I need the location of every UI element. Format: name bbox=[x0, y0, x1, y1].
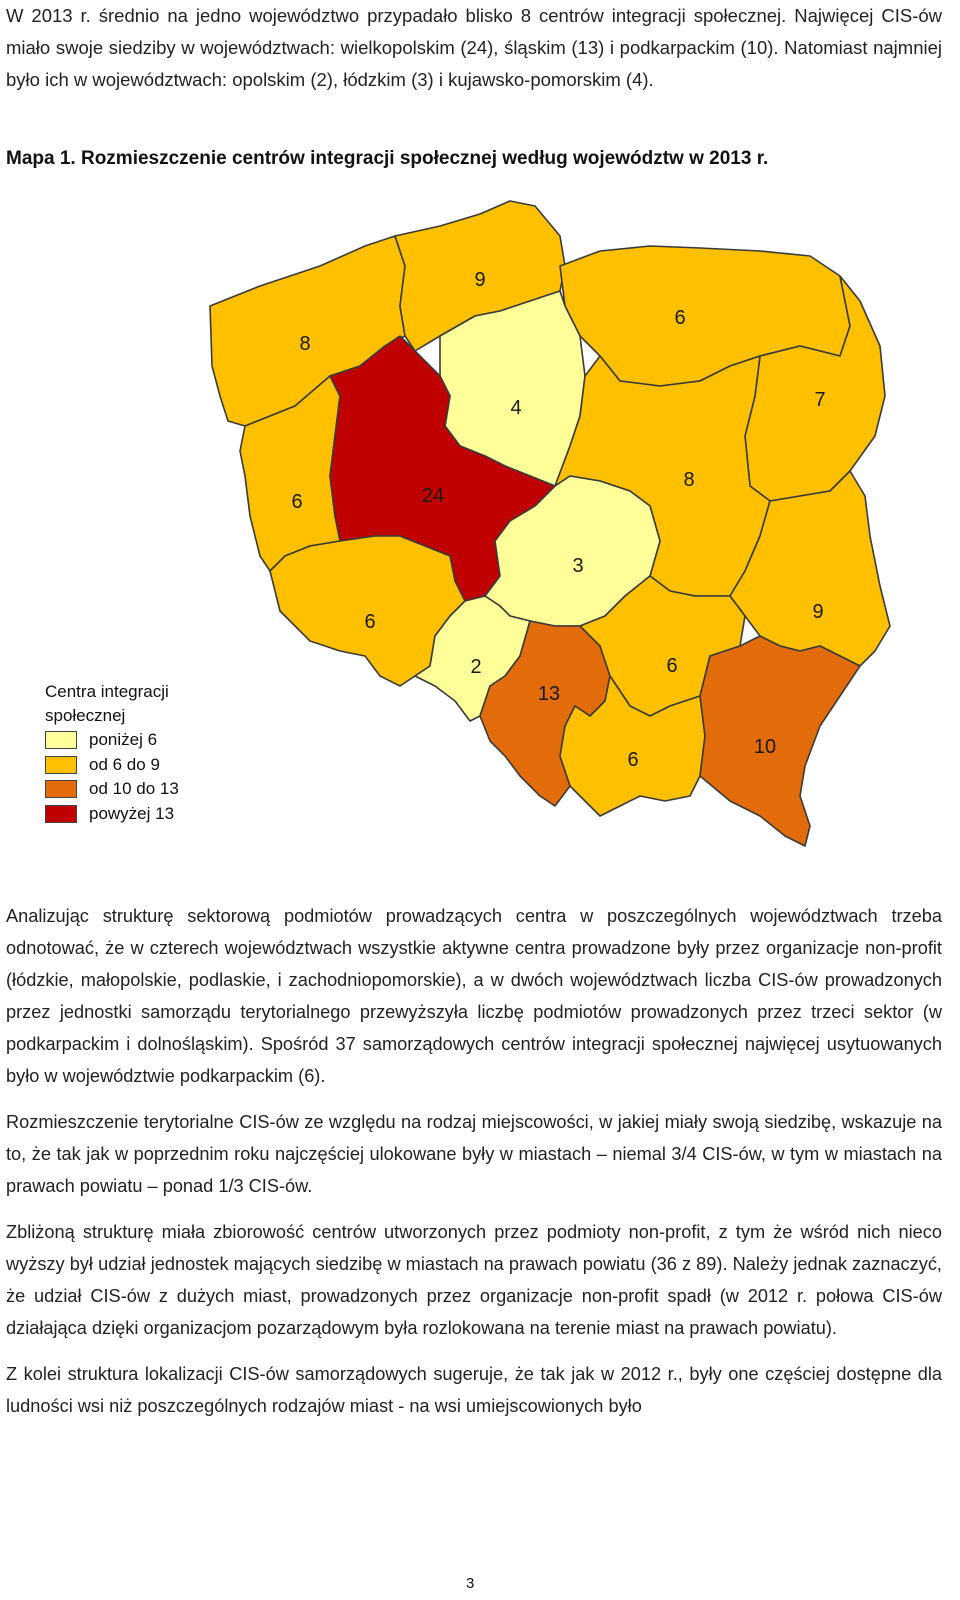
value-label-kujawsko-pomorskie: 4 bbox=[510, 397, 522, 419]
value-label-lodzkie: 3 bbox=[572, 555, 584, 577]
intro-paragraph: W 2013 r. średnio na jedno województwo przypadało blisko 8 centrów integracji społecznej. Najwięcej CIS-ów miało swoje siedziby w województwach: wielkopolskim (24), śląskim (13) i podkarpackim (10). Natomiast najmniej było ich w województwach: opolskim (2), łódzkim (3) i kujawsko-pomorskim (4). bbox=[6, 5, 942, 90]
body-text bbox=[6, 900, 942, 1436]
poland-voivodeship-map bbox=[200, 196, 900, 866]
value-label-pomorskie: 9 bbox=[474, 269, 486, 291]
legend-swatch bbox=[45, 805, 77, 823]
value-label-podlaskie: 7 bbox=[814, 389, 826, 411]
paragraph: Z kolei struktura lokalizacji CIS-ów samorządowych sugeruje, że tak jak w 2012 r., były one częściej dostępne dla ludności wsi niż poszczególnych rodzajów miast - na wsi umiejscowionych było bbox=[6, 1364, 942, 1416]
legend-item bbox=[45, 753, 225, 778]
legend-swatch bbox=[45, 780, 77, 798]
value-label-malopolskie: 6 bbox=[627, 749, 639, 771]
legend-item bbox=[45, 728, 225, 753]
legend-title: Centra integracji społecznej bbox=[45, 682, 169, 725]
map-caption: Mapa 1. Rozmieszczenie centrów integracji społecznej według województw w 2013 r. bbox=[6, 148, 769, 169]
legend-item bbox=[45, 802, 225, 827]
value-label-slaskie: 13 bbox=[537, 683, 561, 705]
value-label-warminsko-mazurskie: 6 bbox=[674, 307, 686, 329]
value-label-zachodniopomorskie: 8 bbox=[299, 333, 311, 355]
value-label-podkarpackie: 10 bbox=[753, 736, 777, 758]
legend-label: od 10 do 13 bbox=[89, 779, 179, 799]
paragraph: Rozmieszczenie terytorialne CIS-ów ze względu na rodzaj miejscowości, w jakiej miały swoją siedzibę, wskazuje na to, że tak jak w poprzednim roku najczęściej ulokowane były w miastach – niemal 3/4 CIS-ów, w tym w miastach na prawach powiatu – ponad 1/3 CIS-ów. bbox=[6, 1112, 942, 1196]
value-label-swietokrzyskie: 6 bbox=[666, 655, 678, 677]
region-podkarpackie bbox=[700, 636, 860, 846]
legend-label: poniżej 6 bbox=[89, 730, 158, 750]
legend-swatch bbox=[45, 756, 77, 774]
legend-swatch bbox=[45, 731, 77, 749]
value-label-opolskie: 2 bbox=[470, 656, 482, 678]
page-number: 3 bbox=[466, 1575, 475, 1592]
legend-item bbox=[45, 777, 225, 802]
value-label-dolnoslaskie: 6 bbox=[364, 611, 376, 633]
value-label-wielkopolskie: 24 bbox=[421, 485, 445, 507]
map-legend bbox=[45, 680, 225, 826]
legend-label: od 6 do 9 bbox=[89, 754, 160, 774]
value-label-lubuskie: 6 bbox=[291, 491, 303, 513]
paragraph: Analizując strukturę sektorową podmiotów prowadzących centra w poszczególnych województwach trzeba odnotować, że w czterech województwach wszystkie aktywne centra prowadzone były przez organizacje non-profit (łódzkie, małopolskie, podlaskie, i zachodniopomorskie), a w dwóch województwach liczba CIS-ów prowadzonych przez jednostki samorządu terytorialnego przewyższyła liczbę podmiotów prowadzonych przez trzeci sektor (w podkarpackim i dolnośląskim). Spośród 37 samorządowych centrów integracji społecznej najwięcej usytuowanych było w województwie podkarpackim (6). bbox=[6, 906, 942, 1086]
legend-label: powyżej 13 bbox=[89, 803, 175, 823]
value-label-mazowieckie: 8 bbox=[683, 469, 695, 491]
value-label-lubelskie: 9 bbox=[812, 601, 824, 623]
paragraph: Zbliżoną strukturę miała zbiorowość centrów utworzonych przez podmioty non-profit, z tym że wśród nich nieco wyższy był udział jednostek mających siedzibę w miastach na prawach powiatu (36 z 89). Należy jednak zaznaczyć, że udział CIS-ów z dużych miast, prowadzonych przez organizacje non-profit spadł (w 2012 r. połowa CIS-ów działająca dzięki organizacjom pozarządowym była rozlokowana na terenie miast na prawach powiatu). bbox=[6, 1222, 942, 1338]
